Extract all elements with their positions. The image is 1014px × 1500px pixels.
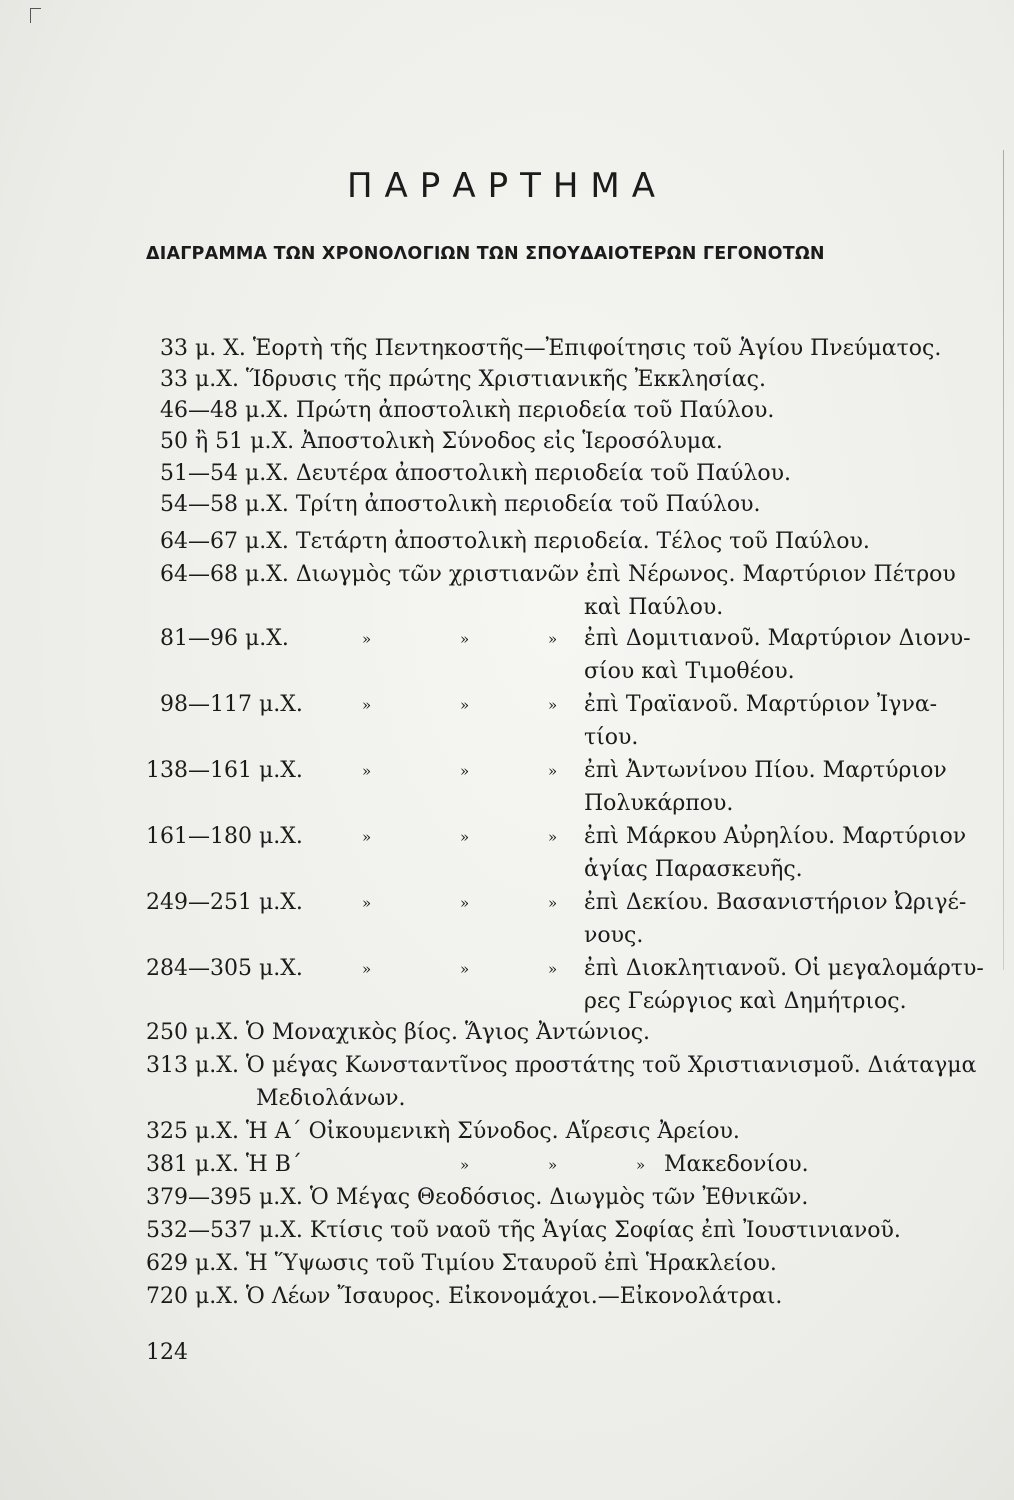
entry-line: 33 μ. Χ. Ἑορτὴ τῆς Πεντηκοστῆς—Ἐπιφοίτησις τοῦ Ἁγίου Πνεύματος. [160,336,942,361]
persecution-date: 138—161 μ.Χ. [146,758,303,783]
entry-continuation: Μεδιολάνων. [256,1086,406,1111]
ditto-mark: » [362,630,372,648]
entry-line: 629 μ.Χ. Ἡ Ὕψωσις τοῦ Τιμίου Σταυροῦ ἐπὶ Ἡρακλείου. [146,1251,777,1276]
entry-line: Μακεδονίου. [664,1152,809,1177]
persecution-date: 249—251 μ.Χ. [146,890,303,915]
entry-line: 46—48 μ.Χ. Πρώτη ἀποστολικὴ περιοδεία τοῦ Παύλου. [160,398,775,423]
persecution-text: ἐπὶ Ἀντωνίνου Πίου. Μαρτύριον [584,758,947,783]
persecution-text: ἐπὶ Διοκλητιανοῦ. Οἱ μεγαλομάρτυ- [584,956,984,981]
ditto-mark: » [548,630,558,648]
persecution-date: 161—180 μ.Χ. [146,824,303,849]
persecution-cont: σίου καὶ Τιμοθέου. [584,659,795,684]
ditto-mark: » [548,828,558,846]
ditto-mark: » [362,762,372,780]
ditto-mark: » [548,960,558,978]
ditto-mark: » [362,696,372,714]
entry-line: 64—68 μ.Χ. Διωγμὸς τῶν χριστιανῶν ἐπὶ Νέρωνος. Μαρτύριον Πέτρου [160,562,956,587]
entry-line: 720 μ.Χ. Ὁ Λέων Ἴσαυρος. Εἰκονομάχοι.—Εἰκονολάτραι. [146,1284,783,1309]
persecution-date: 98—117 μ.Χ. [160,692,303,717]
persecution-cont: νους. [584,923,644,948]
ditto-mark: » [460,1156,470,1174]
page-number: 124 [146,1340,188,1365]
ditto-mark: » [362,894,372,912]
persecution-cont: τίου. [584,725,639,750]
ditto-mark: » [460,894,470,912]
persecution-cont: ρες Γεώργιος καὶ Δημήτριος. [584,989,907,1014]
page-heading: ΠΑΡΑΡΤΗΜΑ [346,166,668,206]
ditto-mark: » [460,762,470,780]
persecution-text: ἐπὶ Τραϊανοῦ. Μαρτύριον Ἰγνα- [584,692,938,717]
ditto-mark: » [548,696,558,714]
entry-continuation: καὶ Παύλου. [584,595,724,620]
entry-line: 379—395 μ.Χ. Ὁ Μέγας Θεοδόσιος. Διωγμὸς τῶν Ἐθνικῶν. [146,1185,809,1210]
persecution-text: ἐπὶ Δεκίου. Βασανιστήριον Ὠριγέ- [584,890,967,915]
ditto-mark: » [460,828,470,846]
entry-line: 532—537 μ.Χ. Κτίσις τοῦ ναοῦ τῆς Ἁγίας Σοφίας ἐπὶ Ἰουστινιανοῦ. [146,1218,901,1243]
ditto-mark: » [548,894,558,912]
entry-line: 50 ἢ 51 μ.Χ. Ἀποστολικὴ Σύνοδος εἰς Ἱεροσόλυμα. [160,429,723,454]
persecution-cont: Πολυκάρπου. [584,791,734,816]
ditto-mark: » [362,960,372,978]
ditto-mark: » [548,762,558,780]
corner-mark [30,8,41,23]
persecution-date: 284—305 μ.Χ. [146,956,303,981]
entry-line: 381 μ.Χ. Ἡ Β΄ [146,1152,302,1177]
ditto-mark: » [636,1156,646,1174]
entry-line: 250 μ.Χ. Ὁ Μοναχικὸς βίος. Ἅγιος Ἀντώνιος. [146,1020,651,1045]
ditto-mark: » [460,630,470,648]
entry-line: 313 μ.Χ. Ὁ μέγας Κωνσταντῖνος προστάτης τοῦ Χριστιανισμοῦ. Διάταγμα [146,1053,977,1078]
entry-line: 325 μ.Χ. Ἡ Α΄ Οἰκουμενικὴ Σύνοδος. Αἵρεσις Ἀρείου. [146,1119,740,1144]
ditto-mark: » [460,696,470,714]
persecution-text: ἐπὶ Μάρκου Αὐρηλίου. Μαρτύριον [584,824,967,849]
entry-line: 51—54 μ.Χ. Δευτέρα ἀποστολικὴ περιοδεία τοῦ Παύλου. [160,461,791,486]
entry-line: 64—67 μ.Χ. Τετάρτη ἀποστολικὴ περιοδεία. Τέλος τοῦ Παύλου. [160,529,870,554]
ditto-mark: » [460,960,470,978]
ditto-mark: » [362,828,372,846]
persecution-date: 81—96 μ.Χ. [160,626,289,651]
page-subheading: ΔΙΑΓΡΑΜΜΑ ΤΩΝ ΧΡΟΝΟΛΟΓΙΩΝ ΤΩΝ ΣΠΟΥΔΑΙΟΤΕΡΩΝ ΓΕΓΟΝΟΤΩΝ [146,244,825,264]
entry-line: 54—58 μ.Χ. Τρίτη ἀποστολικὴ περιοδεία τοῦ Παύλου. [160,492,761,517]
ditto-mark: » [548,1156,558,1174]
persecution-cont: ἁγίας Παρασκευῆς. [584,857,803,882]
page-edge-shadow [1003,150,1004,970]
entry-line: 33 μ.Χ. Ἵδρυσις τῆς πρώτης Χριστιανικῆς Ἐκκλησίας. [160,367,766,392]
persecution-text: ἐπὶ Δομιτιανοῦ. Μαρτύριον Διονυ- [584,626,971,651]
